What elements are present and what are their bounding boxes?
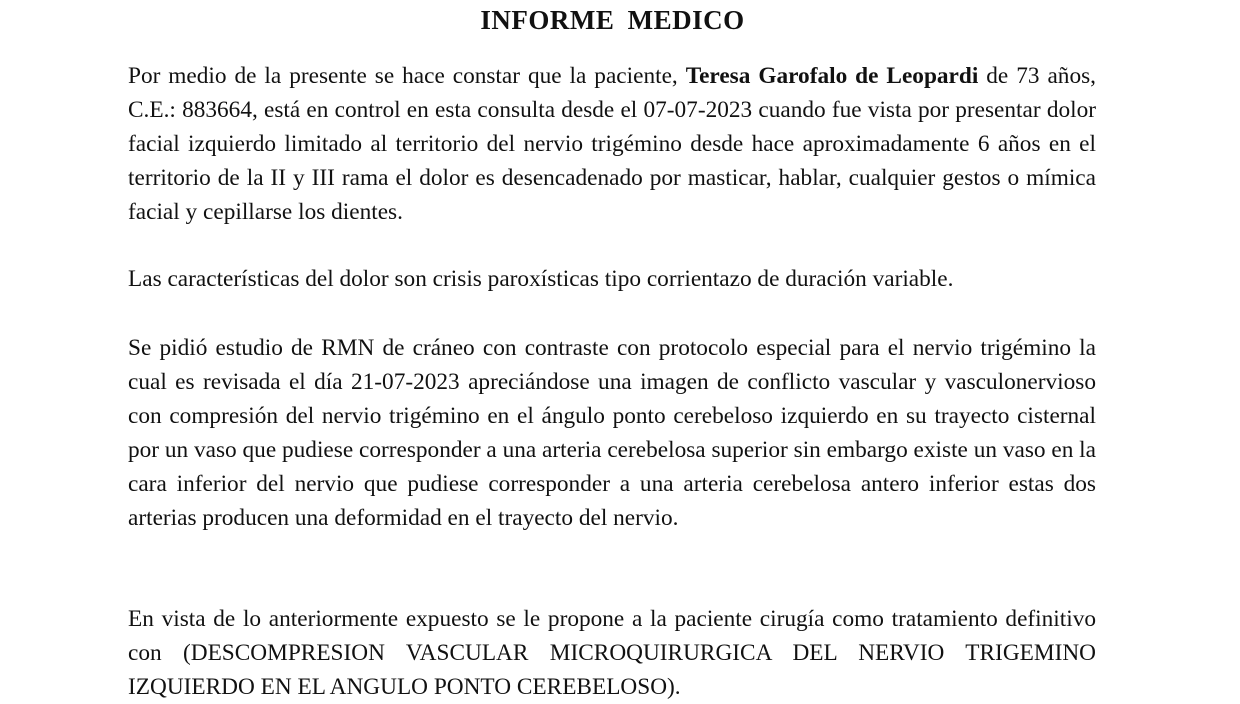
document-title: INFORME MEDICO bbox=[480, 5, 745, 35]
paragraph-intro-text: Por medio de la presente se hace constar que la paciente, bbox=[128, 63, 686, 89]
paragraph-mri-findings: Se pidió estudio de RMN de cráneo con contraste con protocolo especial para el nervio trigémino la cual es revisada el día 21-07-2023 apreciándose una imagen de conflicto vascular y vasculonervioso con compresión del nervio trigémino en el ángulo ponto cerebeloso izquierdo en su trayecto cisternal por un vaso que pudiese corresponder a una arteria cerebelosa superior sin embargo existe un vaso en la cara inferior del nervio que pudiese corresponder a una arteria cerebelosa antero inferior estas dos arterias producen una deformidad en el trayecto del nervio. bbox=[128, 335, 1096, 531]
paragraph-history-text: de 73 años, C.E.: 883664, está en control en esta consulta desde el 07-07-2023 cuando fue vista por presentar dolor facial izquierdo limitado al territorio del nervio trigémino desde hace aproximadamente 6 años en el territorio de la II y III rama el dolor es desencadenado por masticar, hablar, cualquier gestos o mímica facial y cepillarse los dientes. bbox=[128, 63, 1096, 225]
paragraph-pain-characteristics: Las características del dolor son crisis paroxísticas tipo corrientazo de duración variable. bbox=[128, 266, 954, 292]
paragraph-surgery-proposal: En vista de lo anteriormente expuesto se le propone a la paciente cirugía como tratamiento definitivo con (DESCOMPRESION VASCULAR MICROQUIRURGICA DEL NERVIO TRIGEMINO IZQUIERDO EN EL ANGULO PONTO CEREBELOSO). bbox=[128, 606, 1096, 700]
patient-name: Teresa Garofalo de Leopardi bbox=[685, 63, 979, 89]
paragraph-patient-history bbox=[128, 59, 1096, 229]
